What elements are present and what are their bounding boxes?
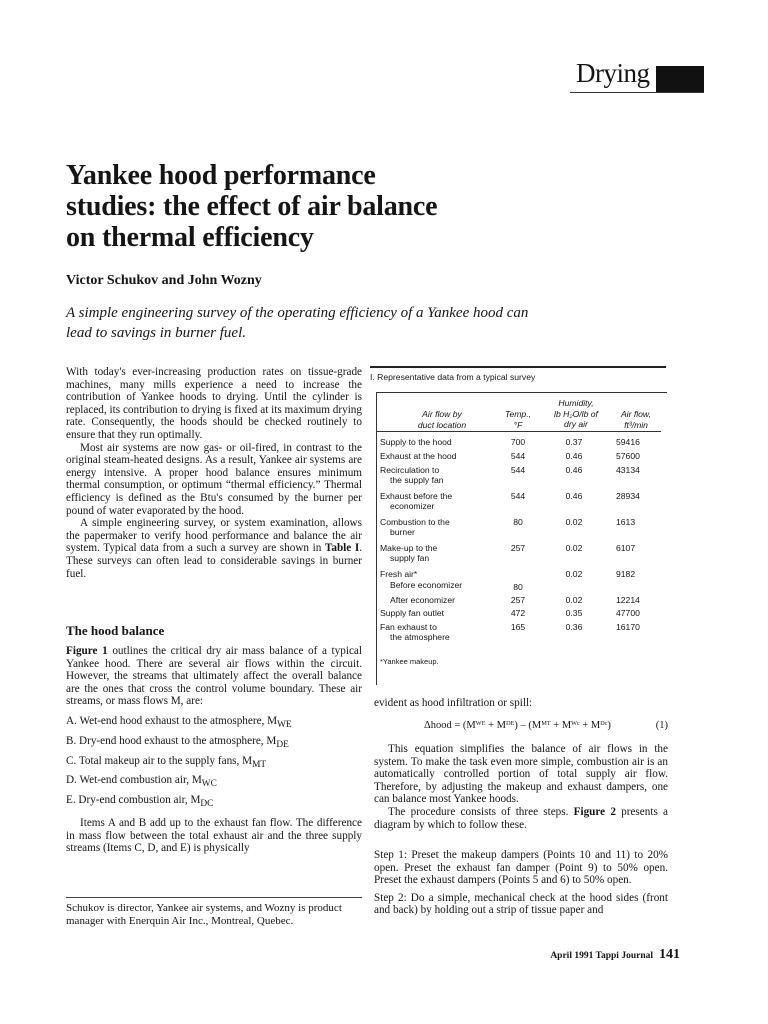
cell-location: Supply to the hood	[380, 437, 452, 447]
list-item-subscript: WE	[277, 720, 292, 731]
footnote-rule	[66, 897, 362, 898]
cell-humidity: 0.37	[565, 437, 583, 447]
section-heading: The hood balance	[66, 623, 165, 638]
cell-humidity: 0.46	[565, 451, 583, 461]
table-note: *Yankee makeup.	[380, 657, 439, 666]
table-top-rule	[370, 366, 666, 368]
section-marker-block	[656, 66, 704, 92]
paragraph	[66, 645, 362, 708]
cell-location-cont: economizer	[390, 501, 435, 511]
cell-flow: 6107	[616, 543, 636, 553]
cell-temp: 700	[510, 437, 526, 447]
cell-flow: 1613	[616, 517, 636, 527]
step-2: Step 2: Do a simple, mechanical check at the hood sides (front and back) by holding out a strip of tissue paper and	[374, 891, 668, 917]
cell-humidity: 0.02	[565, 595, 583, 605]
table-caption: I. Representative data from a typical survey	[370, 372, 536, 382]
title-line: on thermal efficiency	[66, 222, 314, 253]
cell-temp: 80	[513, 582, 523, 592]
cell-location: Fresh air*	[380, 569, 418, 579]
paragraph: This equation simplifies the balance of air flows in the system. To make the task even more simple, combustion air is an automatically controlled portion of total supply air flow. Therefore, by adjusting the makeup and exhaust dampers, one can balance most Yankee hoods.	[374, 743, 668, 806]
title-line: studies: the effect of air balance	[66, 191, 438, 222]
list-item-subscript: MT	[252, 759, 267, 770]
mass-flow-list	[66, 714, 362, 813]
cell-location: Recirculation to	[380, 465, 440, 475]
mass-flow-list-block	[66, 715, 362, 855]
header-line: Air flow,	[620, 409, 652, 419]
section-header	[570, 58, 704, 94]
cell-location: Fan exhaust to	[380, 622, 437, 632]
list-item-subscript: DC	[200, 799, 214, 810]
cell-humidity: 0.46	[565, 491, 583, 501]
cell-flow: 57600	[616, 451, 640, 461]
list-item	[66, 773, 362, 793]
list-item-text: E. Dry-end combustion air, M	[66, 794, 201, 807]
header-line: duct location	[417, 419, 467, 430]
paragraph-text: presents a diagram by which to follow these.	[374, 805, 668, 831]
deck-line: A simple engineering survey of the operating efficiency of a Yankee hood can	[66, 305, 529, 321]
title-line: Yankee hood performance	[66, 160, 376, 191]
cell-location: Exhaust before the	[380, 491, 453, 501]
cell-temp: 544	[510, 465, 526, 475]
evident-text: evident as hood infiltration or spill:	[374, 697, 533, 709]
list-item	[66, 754, 362, 774]
cell-temp: 257	[510, 595, 526, 605]
cell-temp: 544	[510, 491, 526, 501]
table-reference: Table I	[324, 542, 360, 555]
list-item-text: B. Dry-end hood exhaust to the atmosphere, M	[66, 734, 277, 747]
hood-balance-text	[66, 645, 362, 708]
cell-flow: 16170	[616, 622, 640, 632]
column-header-flow	[613, 409, 659, 430]
column-header-temp	[499, 409, 537, 430]
step-1: Step 1: Preset the makeup dampers (Points 10 and 11) to 20% open. Preset the exhaust fan damper (Point 9) to 50% open. Preset the exhaust dampers (Points 5 and 6) to 50% open.	[374, 849, 668, 887]
cell-humidity: 0.02	[565, 517, 583, 527]
cell-temp: 165	[510, 622, 526, 632]
section-label: Drying	[576, 58, 650, 88]
paragraph	[374, 806, 668, 831]
figure-reference: Figure 2	[573, 805, 616, 818]
cell-location-cont: the atmosphere	[390, 632, 450, 642]
paragraph-text: . These surveys can often lead to considerable savings in burner fuel.	[66, 542, 362, 580]
list-item-text: D. Wet-end combustion air, M	[66, 774, 202, 787]
figure-reference: Figure 1	[66, 645, 108, 657]
page-footer	[500, 945, 680, 963]
cell-temp: 80	[513, 517, 523, 527]
header-line: Temp.,	[505, 409, 531, 419]
cell-location: Exhaust at the hood	[380, 451, 457, 461]
cell-flow: 43134	[616, 465, 640, 475]
header-line: dry air	[564, 419, 588, 429]
paragraph: Items A and B add up to the exhaust fan flow. The difference in mass flow between the total exhaust air and the three supply streams (Items C, D, and E) is physically	[66, 817, 362, 855]
cell-temp: 472	[510, 608, 526, 618]
cell-humidity: 0.36	[565, 622, 583, 632]
paragraph-text: outlines the critical dry air mass balance of a typical Yankee hood. There are several air flows within the circuit. However, the streams that ultimately affect the overall balance are the ones that cross the control volume boundary. These air streams, or mass flows M, are:	[66, 645, 362, 708]
list-item-subscript: DE	[276, 740, 289, 751]
procedure-steps	[374, 849, 668, 922]
header-line: lb H₂O/lb of	[554, 408, 598, 419]
cell-temp: 257	[510, 543, 526, 553]
cell-flow: 28934	[616, 491, 640, 501]
list-item	[66, 793, 362, 813]
equation-number: (1)	[655, 720, 668, 731]
paragraph: Most air systems are now gas- or oil-fired, in contrast to the original steam-heated designs. As a result, Yankee air systems are energy intensive. A proper hood balance ensures minimum thermal consumption, or optimum “thermal efficiency.” Thermal efficiency is defined as the Btu's consumed by the burner per pound of water evaporated by the hood.	[66, 441, 362, 517]
cell-flow: 9182	[616, 569, 636, 579]
authors: Victor Schukov and John Wozny	[66, 273, 262, 288]
cell-flow: 59416	[616, 437, 640, 447]
list-item-text: A. Wet-end hood exhaust to the atmosphere, M	[66, 715, 278, 727]
deck-line: lead to savings in burner fuel.	[66, 325, 246, 341]
cell-flow: 47700	[616, 608, 640, 618]
header-rule	[377, 431, 661, 432]
author-footnote: Schukov is director, Yankee air systems, and Wozny is product manager with Enerquin Air Inc., Montreal, Quebec.	[66, 902, 342, 927]
cell-location: After economizer	[390, 595, 455, 605]
cell-location-cont: burner	[390, 527, 415, 537]
column-header-location	[397, 409, 487, 430]
article-title	[66, 160, 546, 253]
paragraph: With today's ever-increasing production rates on tissue-grade machines, many mills experience a need to increase the contribution of Yankee hoods to drying. Until the cylinder is replaced, its contribution to drying is fixed at its maximum drying rate. Consequently, the hoods should be checked routinely to ensure that they run optimally.	[66, 366, 362, 441]
paragraph-text: A simple engineering survey, or system examination, allows the papermaker to verify hood performance and balance the air system. Typical data from a such a survey are shown in	[66, 517, 362, 555]
column-header-humidity	[541, 398, 611, 430]
section-rule	[570, 92, 704, 93]
cell-humidity: 0.46	[565, 465, 583, 475]
header-line: °F	[513, 419, 523, 430]
cell-humidity: 0.35	[565, 608, 583, 618]
list-item	[66, 714, 362, 734]
article-deck	[66, 303, 546, 343]
cell-temp: 544	[510, 451, 526, 461]
cell-location: Supply fan outlet	[380, 608, 445, 618]
cell-location: Combustion to the	[380, 517, 450, 527]
intro-text	[66, 366, 362, 580]
cell-location: Make-up to the	[380, 543, 438, 553]
procedure-text	[374, 743, 668, 831]
header-line: Humidity,	[558, 398, 594, 408]
list-item-text: C. Total makeup air to the supply fans, M	[66, 754, 253, 767]
cell-location-cont: supply fan	[390, 553, 430, 563]
cell-flow: 12214	[616, 595, 640, 605]
table-1	[370, 366, 666, 666]
cell-location-cont: the supply fan	[390, 475, 444, 485]
list-item	[66, 734, 362, 754]
header-line: Air flow by	[422, 409, 462, 419]
cell-humidity: 0.02	[565, 569, 583, 579]
paragraph-text: The procedure consists of three steps.	[388, 805, 574, 818]
paragraph	[66, 517, 362, 580]
journal-issue: April 1991 Tappi Journal	[550, 951, 653, 961]
cell-humidity: 0.02	[565, 543, 583, 553]
table-body	[376, 392, 667, 685]
header-line: ft³/min	[624, 419, 648, 430]
list-item-subscript: WC	[201, 779, 217, 790]
cell-location: Before economizer	[390, 580, 463, 590]
equation-text: Δhood = (Mᵂᴱ + Mᴰᴱ) – (Mᴹᵀ + Mᵂᶜ + Mᴰᶜ)	[424, 720, 611, 731]
page-number: 141	[659, 947, 680, 962]
